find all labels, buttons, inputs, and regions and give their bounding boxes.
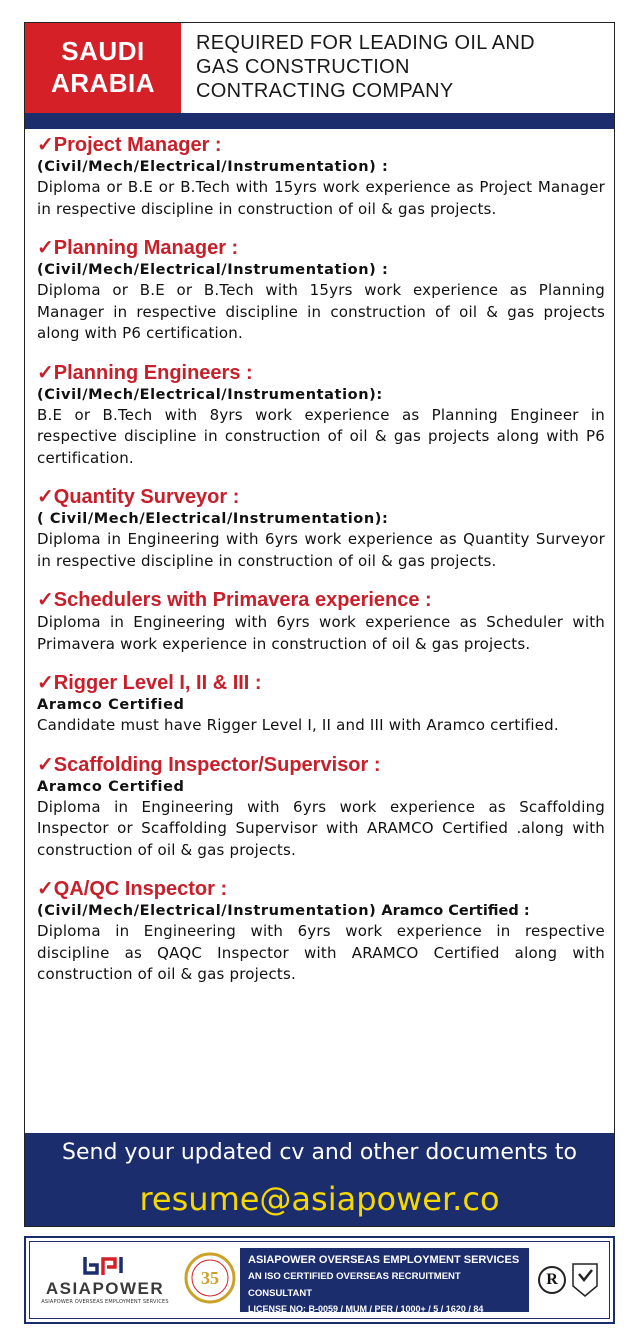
header-title-line-2: GAS CONSTRUCTION <box>196 56 410 78</box>
job-description: Diploma or B.E or B.Tech with 15yrs work experience as Project Manager in respective discipline in construction of oil & gas projects. <box>37 178 605 218</box>
registered-mark-icon: R <box>538 1266 566 1294</box>
agency-name: ASIAPOWER OVERSEAS EMPLOYMENT SERVICES <box>248 1254 520 1266</box>
job-certification-tail: Aramco Certified : <box>376 903 530 919</box>
job-title: ✓Quantity Surveyor : <box>37 486 240 508</box>
job-description: Diploma or B.E or B.Tech with 15yrs work experience as Planning Manager in respective discipline in construction of oil & gas projects along with P6 certification. <box>37 281 605 342</box>
certification-marks <box>529 1262 609 1298</box>
header-title <box>181 23 614 115</box>
job-title: ✓QA/QC Inspector : <box>37 878 228 900</box>
anniversary-seal-icon <box>184 1250 236 1310</box>
job-title: ✓Planning Manager : <box>37 237 239 259</box>
job-discipline <box>37 901 605 921</box>
agency-subtitle: AN ISO CERTIFIED OVERSEAS RECRUITMENT CONSULTANT <box>248 1271 461 1299</box>
job-item <box>37 361 605 470</box>
job-title: ✓Project Manager : <box>37 134 222 156</box>
header-divider-bar <box>25 113 614 129</box>
header <box>25 23 614 115</box>
job-discipline-text: (Civil/Mech/Electrical/Instrumentation) <box>37 903 377 919</box>
logo-name: ASIAPOWER <box>45 1279 165 1298</box>
job-discipline: (Civil/Mech/Electrical/Instrumentation) : <box>37 262 389 278</box>
iso-badge-icon <box>570 1262 600 1298</box>
job-item <box>37 588 605 655</box>
job-item <box>37 877 605 986</box>
job-item <box>37 671 605 737</box>
company-logo <box>30 1255 180 1305</box>
footer-inner <box>29 1241 610 1319</box>
header-title-line-1: REQUIRED FOR LEADING OIL AND <box>196 32 535 54</box>
job-title: ✓Planning Engineers : <box>37 361 253 384</box>
job-discipline: (Civil/Mech/Electrical/Instrumentation) : <box>37 159 389 175</box>
job-item <box>37 236 605 345</box>
job-ad-frame <box>24 22 615 1227</box>
job-description: Diploma in Engineering with 6yrs work experience as Scheduler with Primavera work experience in construction of oil & gas projects. <box>37 613 605 653</box>
country-line-1: SAUDI <box>61 36 145 66</box>
job-item <box>37 485 605 572</box>
logo-tagline: ASIAPOWER OVERSEAS EMPLOYMENT SERVICES <box>41 1299 169 1305</box>
email-link[interactable]: resume@asiapower.co <box>139 1180 500 1218</box>
job-item <box>37 133 605 220</box>
job-title: ✓Rigger Level I, II & III : <box>37 672 262 694</box>
job-description: Diploma in Engineering with 6yrs work experience as Scaffolding Inspector or Scaffolding Supervisor with ARAMCO Certified .along with construction of oil & gas projects. <box>37 797 605 859</box>
footer <box>24 1236 615 1324</box>
anniversary-seal <box>180 1250 240 1310</box>
agency-info <box>240 1248 529 1312</box>
job-certification: Aramco Certified <box>37 778 185 795</box>
cta-text: Send your updated cv and other documents to <box>62 1140 577 1165</box>
job-title: ✓Schedulers with Primavera experience : <box>37 589 432 611</box>
job-description: Candidate must have Rigger Level I, II and III with Aramco certified. <box>37 716 559 734</box>
seal-number: 35 <box>201 1268 219 1288</box>
country-line-2: ARABIA <box>50 68 156 98</box>
header-title-line-3: CONTRACTING COMPANY <box>196 80 454 102</box>
agency-license: LICENSE NO: B-0059 / MUM / PER / 1000+ / 5 / 1620 / 84 <box>248 1304 484 1314</box>
country-box <box>25 23 181 113</box>
cta-banner <box>25 1133 614 1226</box>
job-item <box>37 753 605 862</box>
job-description: B.E or B.Tech with 8yrs work experience as Planning Engineer in respective discipline in construction of oil & gas projects along with P6 certification. <box>37 405 605 467</box>
job-description: Diploma in Engineering with 6yrs work experience as Quantity Surveyor in respective discipline in construction of oil & gas projects. <box>37 530 605 570</box>
job-title: ✓Scaffolding Inspector/Supervisor : <box>37 753 381 776</box>
logo-mark-icon <box>83 1255 127 1277</box>
job-description: Diploma in Engineering with 6yrs work experience in respective discipline as QAQC Inspector with ARAMCO Certified along with construction of oil & gas projects. <box>37 922 605 983</box>
job-discipline: (Civil/Mech/Electrical/Instrumentation): <box>37 386 383 403</box>
job-certification: Aramco Certified <box>37 697 185 713</box>
job-list <box>37 133 605 1002</box>
job-discipline: ( Civil/Mech/Electrical/Instrumentation): <box>37 511 389 527</box>
